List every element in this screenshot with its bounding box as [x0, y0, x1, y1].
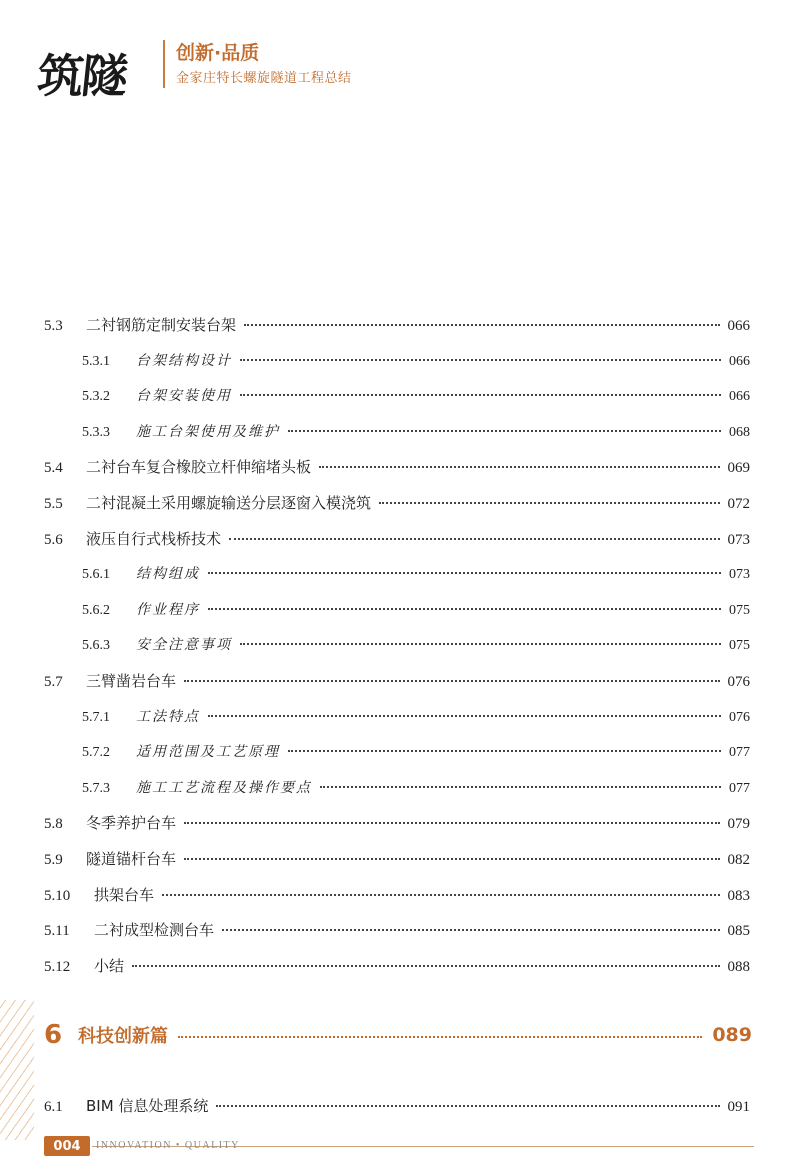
toc-entry-number: 5.12	[44, 959, 71, 975]
toc-entry-page: 072	[727, 496, 750, 512]
toc-entry-number: 5.10	[44, 888, 71, 904]
toc-section-row[interactable]	[44, 848, 750, 870]
toc-subsection-row[interactable]	[82, 421, 750, 443]
chapter-number: 6	[44, 1020, 63, 1050]
toc-entry-page: 085	[727, 923, 750, 939]
toc-subsection-row[interactable]	[82, 706, 750, 728]
toc-entry-title: 安全注意事项	[136, 637, 232, 653]
chapter-page: 089	[712, 1024, 752, 1046]
toc-entry-page: 088	[727, 959, 750, 975]
toc-entry-page: 073	[729, 567, 750, 582]
toc-entry-title: 液压自行式栈桥技术	[86, 530, 222, 548]
toc-section-row[interactable]	[44, 955, 750, 977]
toc-entry-number: 5.6.3	[82, 638, 110, 653]
toc-subsection-row[interactable]	[82, 350, 750, 372]
toc-leader-dots	[132, 965, 719, 967]
toc-leader-dots	[162, 894, 719, 896]
toc-section-row[interactable]	[44, 884, 750, 906]
toc-leader-dots	[216, 1105, 719, 1107]
toc-entry-number: 5.7	[44, 674, 63, 690]
toc-entry-title: 适用范围及工艺原理	[136, 744, 280, 760]
toc-entry-page: 066	[729, 389, 750, 404]
toc-entry-title: 施工工艺流程及操作要点	[136, 780, 312, 796]
toc-entry-number: 5.6.1	[82, 567, 110, 582]
toc-leader-dots	[379, 502, 719, 504]
toc-entry-title: BIM 信息处理系统	[86, 1097, 209, 1115]
toc-entry-page: 075	[729, 603, 750, 618]
toc-leader-dots	[208, 572, 721, 574]
toc-entry-page: 076	[727, 674, 750, 690]
header-title: 创新·品质	[176, 42, 260, 64]
toc-entry-page: 073	[727, 532, 750, 548]
toc-leader-dots	[319, 466, 719, 468]
toc-section-row[interactable]	[44, 919, 750, 941]
toc-entry-page: 069	[727, 460, 750, 476]
toc-section-row[interactable]	[44, 314, 750, 336]
toc-entry-number: 5.6.2	[82, 603, 110, 618]
toc-entry-number: 5.11	[44, 923, 70, 939]
chapter-leader-dots	[178, 1036, 702, 1038]
toc-leader-dots	[288, 430, 721, 432]
toc-entry-page: 082	[727, 852, 750, 868]
toc-subsection-row[interactable]	[82, 385, 750, 407]
toc-leader-dots	[208, 608, 721, 610]
toc-subsection-row[interactable]	[82, 777, 750, 799]
header-subtitle: 金家庄特长螺旋隧道工程总结	[176, 71, 352, 86]
toc-entry-page: 066	[727, 318, 750, 334]
toc-entry-title: 作业程序	[136, 602, 200, 618]
toc-entry-page: 068	[729, 425, 750, 440]
toc-entry-page: 077	[729, 781, 750, 796]
toc-leader-dots	[184, 858, 719, 860]
toc-leader-dots	[229, 538, 719, 540]
logo-divider	[163, 40, 165, 88]
toc-entry-number: 5.4	[44, 460, 63, 476]
toc-section-row[interactable]	[44, 1095, 750, 1117]
chapter-title: 科技创新篇	[78, 1026, 168, 1047]
toc-entry-title: 二衬成型检测台车	[94, 921, 215, 939]
toc-entry-number: 5.3	[44, 318, 63, 334]
toc-entry-title: 隧道锚杆台车	[86, 850, 177, 868]
toc-leader-dots	[244, 324, 719, 326]
toc-subsection-row[interactable]	[82, 599, 750, 621]
toc-entry-title: 拱架台车	[94, 886, 155, 904]
toc-entry-number: 5.7.3	[82, 781, 110, 796]
toc-entry-page: 075	[729, 638, 750, 653]
toc-entry-number: 5.3.2	[82, 389, 110, 404]
toc-leader-dots	[184, 822, 719, 824]
toc-leader-dots	[222, 929, 719, 931]
toc-entry-page: 076	[729, 710, 750, 725]
footer-text: INNOVATION • QUALITY	[96, 1140, 240, 1151]
toc-entry-number: 5.7.1	[82, 710, 110, 725]
logo: 筑隧	[34, 49, 129, 103]
toc-subsection-row[interactable]	[82, 634, 750, 656]
toc-entry-number: 5.9	[44, 852, 63, 868]
toc-entry-number: 5.7.2	[82, 745, 110, 760]
toc-entry-number: 5.3.3	[82, 425, 110, 440]
toc-entry-page: 066	[729, 354, 750, 369]
decorative-stripes	[0, 1000, 34, 1140]
toc-entry-title: 结构组成	[136, 566, 200, 582]
toc-entry-title: 台架结构设计	[136, 353, 232, 369]
footer-page-badge: 004	[44, 1136, 90, 1156]
toc-entry-number: 6.1	[44, 1099, 63, 1115]
chapter-heading[interactable]	[44, 1020, 752, 1050]
toc-entry-number: 5.3.1	[82, 354, 110, 369]
toc-leader-dots	[240, 394, 721, 396]
toc-entry-page: 079	[727, 816, 750, 832]
toc-subsection-row[interactable]	[82, 563, 750, 585]
toc-entry-number: 5.8	[44, 816, 63, 832]
toc-section-row[interactable]	[44, 812, 750, 834]
toc-entry-page: 091	[727, 1099, 750, 1115]
toc-leader-dots	[240, 359, 721, 361]
toc-entry-number: 5.5	[44, 496, 63, 512]
toc-entry-title: 小结	[94, 957, 125, 975]
toc-entry-title: 二衬钢筋定制安装台架	[86, 316, 237, 334]
toc-section-row[interactable]	[44, 528, 750, 550]
toc-section-row[interactable]	[44, 456, 750, 478]
toc-entry-title: 施工台架使用及维护	[136, 424, 280, 440]
toc-leader-dots	[320, 786, 721, 788]
toc-section-row[interactable]	[44, 670, 750, 692]
toc-leader-dots	[184, 680, 719, 682]
toc-entry-title: 工法特点	[136, 709, 200, 725]
toc-leader-dots	[240, 643, 721, 645]
toc-leader-dots	[288, 750, 721, 752]
toc-subsection-row[interactable]	[82, 741, 750, 763]
toc-leader-dots	[208, 715, 721, 717]
toc-entry-title: 二衬混凝土采用螺旋输送分层逐窗入模浇筑	[86, 494, 372, 512]
toc-entry-number: 5.6	[44, 532, 63, 548]
toc-entry-title: 台架安装使用	[136, 388, 232, 404]
toc-entry-title: 三臂凿岩台车	[86, 672, 177, 690]
toc-entry-title: 二衬台车复合橡胶立杆伸缩堵头板	[86, 458, 312, 476]
toc-entry-page: 083	[727, 888, 750, 904]
toc-section-row[interactable]	[44, 492, 750, 514]
toc-entry-page: 077	[729, 745, 750, 760]
toc-entry-title: 冬季养护台车	[86, 814, 177, 832]
